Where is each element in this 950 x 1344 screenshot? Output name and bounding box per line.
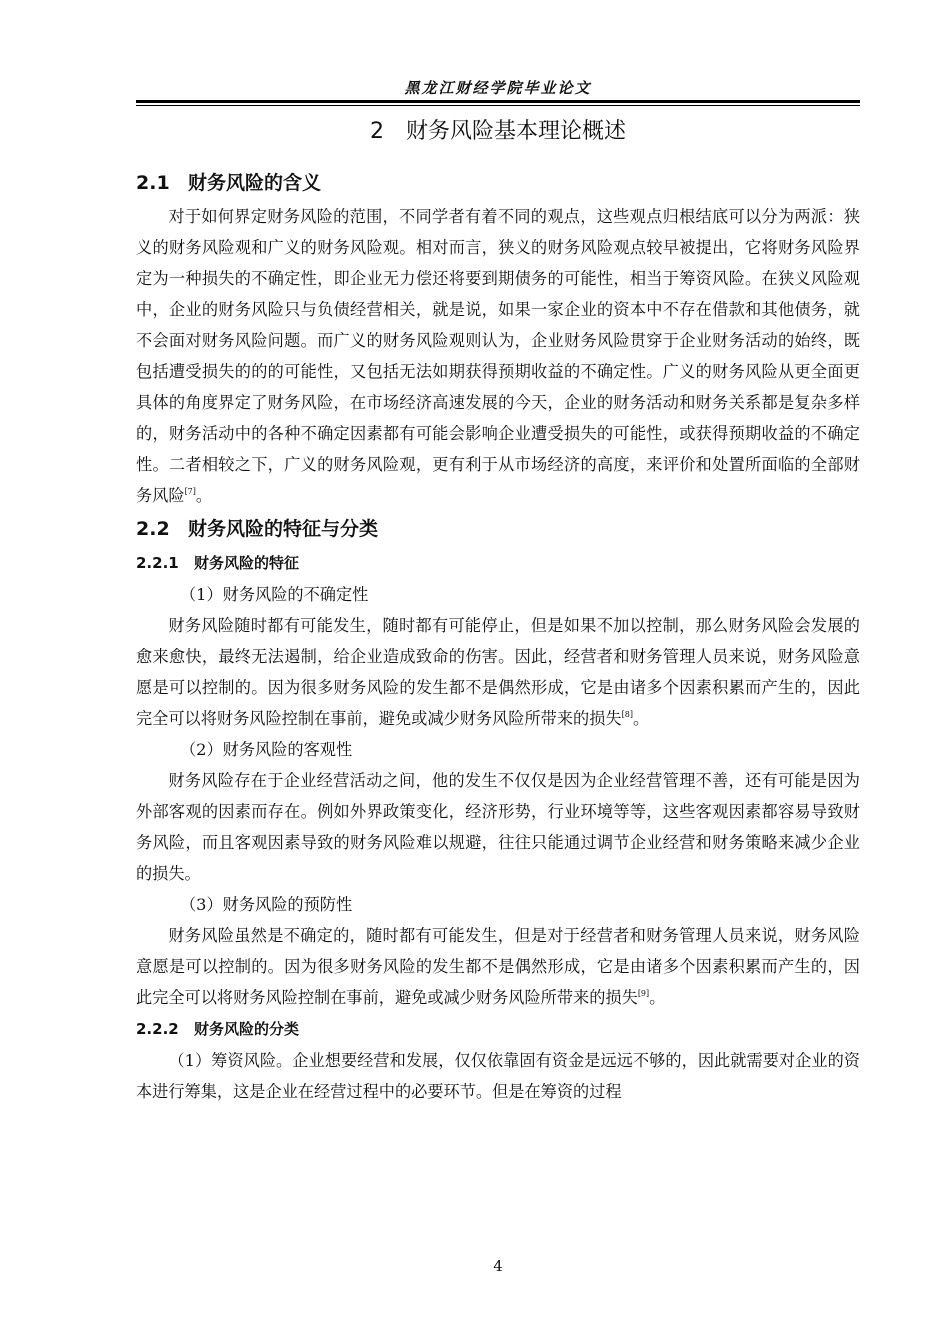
item-label-uncertainty: （1）财务风险的不确定性 (180, 585, 369, 604)
paragraph-financing-risk: （1）筹资风险。企业想要经营和发展，仅仅依靠固有资金是远远不够的，因此就需要对企业的资本进行筹集，这是企业在经营过程中的必要环节。但是在筹资的过程 (136, 1051, 860, 1101)
section-title: 财务风险的含义 (188, 172, 322, 194)
chapter-title-text: 财务风险基本理论概述 (405, 119, 626, 144)
paragraph-text: 财务风险虽然是不确定的，随时都有可能发生，但是对于经营者和财务管理人员来说，财务风险意愿是可以控制的。因为很多财务风险的发生都不是偶然形成，它是由诸多个因素积累而产生的，因此完全可以将财务风险控制在事前，避免或减少财务风险所带来的损失 (136, 926, 860, 1007)
subsection-heading-2-2-1 (136, 547, 860, 579)
paragraph-preventability (136, 920, 860, 1013)
subsection-number: 2.2.1 (136, 554, 179, 572)
section-title: 财务风险的特征与分类 (188, 518, 379, 540)
header-rule-thin (136, 105, 860, 106)
citation: [9] (637, 989, 650, 998)
page-number: 4 (493, 1257, 503, 1275)
subsection-heading-2-2-2 (136, 1013, 860, 1045)
item-label-preventability: （3）财务风险的预防性 (180, 895, 353, 914)
running-header: 黑龙江财经学院毕业论文 (404, 79, 592, 97)
subsection-title: 财务风险的分类 (194, 1020, 300, 1038)
paragraph-end: 。 (195, 486, 213, 505)
paragraph-definition (136, 201, 860, 511)
subsection-title: 财务风险的特征 (194, 554, 300, 572)
subsection-number: 2.2.2 (136, 1020, 179, 1038)
section-heading-2-1 (136, 165, 860, 201)
paragraph-text: 对于如何界定财务风险的范围，不同学者有着不同的观点，这些观点归根结底可以分为两派：狭义的财务风险观和广义的财务风险观。相对而言，狭义的财务风险观点较早被提出，它将财务风险界定为一种损失的不确定性，即企业无力偿还将要到期债务的可能性，相当于筹资风险。在狭义风险观中，企业的财务风险只与负债经营相关，就是说，如果一家企业的资本中不存在借款和其他债务，就不会面对财务风险问题。而广义的财务风险观则认为，企业财务风险贯穿于企业财务活动的始终，既包括遭受损失的的的可能性，又包括无法如期获得预期收益的不确定性。广义的财务风险从更全面更具体的角度界定了财务风险，在市场经济高速发展的今天，企业的财务活动和财务关系都是复杂多样的，财务活动中的各种不确定因素都有可能会影响企业遭受损失的可能性，或获得预期收益的不确定性。二者相较之下，广义的财务风险观，更有利于从市场经济的高度，来评价和处置所面临的全部财务风险 (136, 207, 860, 505)
section-number: 2.2 (136, 518, 170, 540)
paragraph-end: 。 (649, 988, 666, 1007)
chapter-number: 2 (369, 119, 384, 144)
paragraph-uncertainty (136, 610, 860, 734)
paragraph-end: 。 (632, 709, 650, 728)
citation: [8] (621, 710, 633, 719)
section-number: 2.1 (136, 172, 170, 194)
paragraph-objectivity: 财务风险存在于企业经营活动之间，他的发生不仅仅是因为企业经营管理不善，还有可能是因为外部客观的因素而存在。例如外界政策变化，经济形势，行业环境等等，这些客观因素都容易导致财务风险，而且客观因素导致的财务风险难以规避，往往只能通过调节企业经营和财务策略来减少企业的损失。 (136, 771, 860, 883)
item-label-objectivity: （2）财务风险的客观性 (180, 740, 353, 759)
header-rule-thick (136, 100, 860, 103)
section-heading-2-2 (136, 511, 860, 547)
paragraph-text: 财务风险随时都有可能发生，随时都有可能停止，但是如果不加以控制，那么财务风险会发展的愈来愈快，最终无法遏制，给企业造成致命的伤害。因此，经营者和财务管理人员来说，财务风险意愿是可以控制的。因为很多财务风险的发生都不是偶然形成，它是由诸多个因素积累而产生的，因此完全可以将财务风险控制在事前，避免或减少财务风险所带来的损失 (136, 616, 860, 728)
body-content (136, 165, 860, 1107)
chapter-title (136, 116, 860, 148)
citation: [7] (184, 487, 196, 496)
